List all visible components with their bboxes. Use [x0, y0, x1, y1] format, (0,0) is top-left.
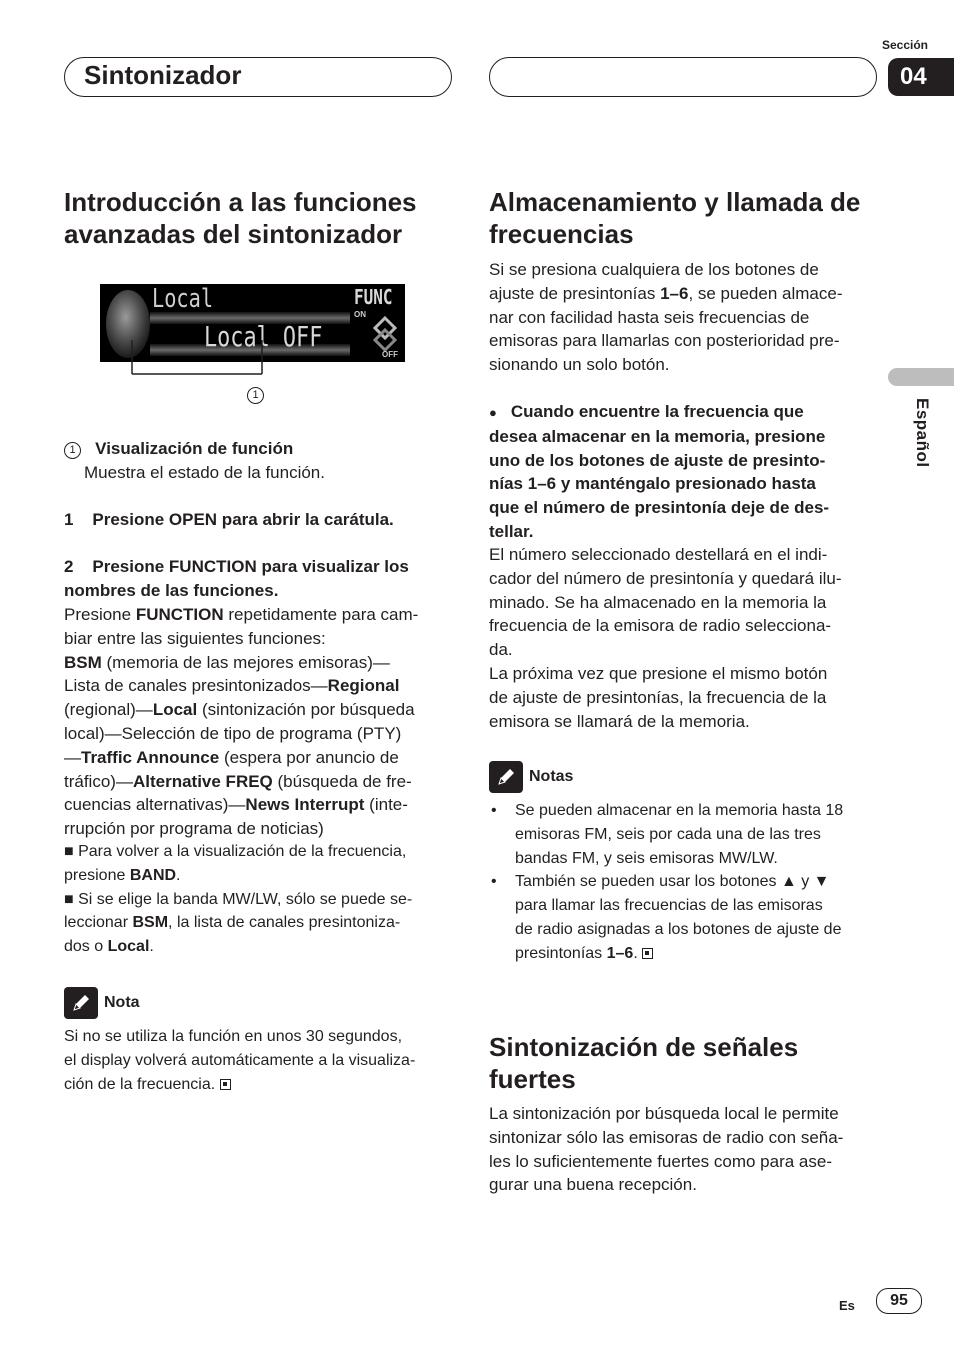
language-tab-marker: [888, 368, 954, 386]
body-line: biar entre las siguientes funciones:: [64, 628, 326, 648]
body-line: BSM (memoria de las mejores emisoras)—: [64, 652, 390, 672]
square-note-line: leccionar BSM, la lista de canales presintoniza-: [64, 914, 401, 932]
callout-number: 1: [64, 442, 81, 459]
left-heading: Introducción a las funciones avanzadas del sintonizador: [64, 187, 417, 249]
display-arrows-icon: [368, 316, 402, 354]
body-line: de ajuste de presintonías, la frecuencia de la: [489, 687, 827, 707]
body-line: rrupción por programa de noticias): [64, 819, 324, 839]
note-item-line: • Se pueden almacenar en la memoria hasta 18: [515, 802, 844, 819]
bullet-dot-icon: ●: [489, 405, 497, 420]
page-number: 95: [876, 1288, 922, 1314]
square-note-line: dos o Local.: [64, 938, 154, 956]
body-line: —Traffic Announce (espera por anuncio de: [64, 747, 399, 767]
note-item-line: bandas FM, y seis emisoras MW/LW.: [515, 849, 778, 867]
intro-line: Si se presiona cualquiera de los botones de: [489, 260, 819, 279]
right-bullet-step: [489, 400, 881, 544]
section-label: Sección: [881, 38, 928, 52]
pencil-icon: [64, 987, 98, 1019]
body-line: da.: [489, 640, 513, 660]
display-main-text: Local OFF: [204, 320, 323, 353]
bullet-step-line: que el número de presintonía deje de des-: [489, 498, 830, 518]
square-note-line: ■ Para volver a la visualización de la frecuencia,: [64, 843, 407, 860]
callout-lines: [126, 340, 266, 390]
strong-signal-text: [489, 1102, 881, 1197]
body-line: minado. Se ha almacenado en la memoria la: [489, 592, 827, 612]
note-title: Nota: [104, 994, 140, 1011]
notes-header: [489, 761, 573, 793]
body-line: (regional)—Local (sintonización por búsqueda: [64, 700, 415, 720]
note-line: ción de la frecuencia.: [64, 1073, 456, 1097]
body-line: cador del número de presintonía y quedará ilu-: [489, 568, 842, 588]
right-intro-text: [489, 258, 881, 377]
note-item-line: • También se pueden usar los botones ▲ y ▼: [515, 873, 830, 891]
header-empty-pill: [489, 57, 877, 97]
body-line: La sintonización por búsqueda local le permite: [489, 1104, 839, 1123]
note-item-line: de radio asignadas a los botones de ajuste de: [515, 920, 842, 938]
right-heading-1: Almacenamiento y llamada de frecuencias: [489, 187, 861, 249]
square-note-line: ■ Si se elige la banda MW/LW, sólo se puede se-: [64, 890, 413, 908]
callout-description: [64, 437, 454, 485]
note-header: [64, 987, 140, 1019]
callout-desc: Muestra el estado de la función.: [84, 462, 325, 482]
bullet-step-line: uno de los botones de ajuste de presinto-: [489, 450, 826, 470]
pencil-icon: [489, 761, 523, 793]
note-item-line: presintonías 1–6.: [515, 942, 881, 966]
step-1: 1 Presione OPEN para abrir la carátula.: [64, 510, 394, 529]
bullet-step-line: ● Cuando encuentre la frecuencia que: [489, 402, 804, 421]
note-item: [489, 799, 881, 870]
note-item-line: emisoras FM, seis por cada una de las tres: [515, 825, 821, 843]
display-on-text: ON: [354, 310, 366, 319]
right-body-text: [489, 543, 881, 733]
body-line: emisora se llamará de la memoria.: [489, 711, 750, 731]
note-line: el display volverá automáticamente a la visualiza-: [64, 1051, 416, 1069]
right-heading-2: Sintonización de señales fuertes: [489, 1032, 799, 1094]
body-line: tráfico)—Alternative FREQ (búsqueda de fre-: [64, 771, 412, 791]
body-line: Lista de canales presintonizados—Regional: [64, 676, 400, 696]
display-top-text: Local: [152, 284, 214, 314]
left-body-text: [64, 603, 456, 841]
square-note-line: presione BAND.: [64, 866, 181, 884]
body-line: local)—Selección de tipo de programa (PTY): [64, 723, 402, 743]
intro-line: sionando un solo botón.: [489, 355, 670, 375]
notes-list: [489, 799, 881, 966]
body-line: les lo suficientemente fuertes como para ase-: [489, 1151, 833, 1171]
note-line: Si no se utiliza la función en unos 30 segundos,: [64, 1028, 403, 1045]
intro-line: ajuste de presintonías 1–6, se pueden almace-: [489, 283, 843, 303]
end-mark-icon: [642, 948, 653, 959]
language-code: Es: [839, 1298, 855, 1313]
callout-title: Visualización de función: [95, 439, 294, 458]
display-func-text: FUNC: [354, 285, 393, 309]
body-line: sintonizar sólo las emisoras de radio con seña-: [489, 1127, 844, 1147]
intro-line: emisoras para llamarlas con posterioridad pre-: [489, 331, 840, 351]
language-tab-label: Español: [913, 398, 932, 468]
intro-line: nar con facilidad hasta seis frecuencias de: [489, 307, 810, 327]
body-line: La próxima vez que presione el mismo botón: [489, 663, 828, 683]
body-line: Presione FUNCTION repetidamente para cam-: [64, 605, 419, 624]
display-off-text: OFF: [382, 350, 398, 359]
bullet-step-line: nías 1–6 y manténgalo presionado hasta: [489, 474, 816, 494]
callout-marker: 1: [247, 386, 264, 404]
left-square-notes: [64, 840, 456, 959]
body-line: gurar una buena recepción.: [489, 1175, 697, 1195]
body-line: cuencias alternativas)—News Interrupt (inte-: [64, 795, 408, 815]
bullet-step-line: tellar.: [489, 521, 534, 541]
end-mark-icon: [220, 1079, 231, 1090]
body-line: frecuencia de la emisora de radio selecciona-: [489, 616, 832, 636]
body-line: El número seleccionado destellará en el indi-: [489, 545, 828, 564]
notes-title: Notas: [529, 768, 574, 785]
note-item: [489, 870, 881, 965]
section-number: 04: [888, 58, 954, 96]
bullet-step-line: desea almacenar en la memoria, presione: [489, 426, 826, 446]
note-item-line: para llamar las frecuencias de las emisoras: [515, 897, 823, 915]
note-body: [64, 1025, 456, 1096]
step-2: 2 Presione FUNCTION para visualizar los nombres de las funciones.: [64, 557, 409, 600]
page-title: Sintonizador: [84, 60, 242, 90]
